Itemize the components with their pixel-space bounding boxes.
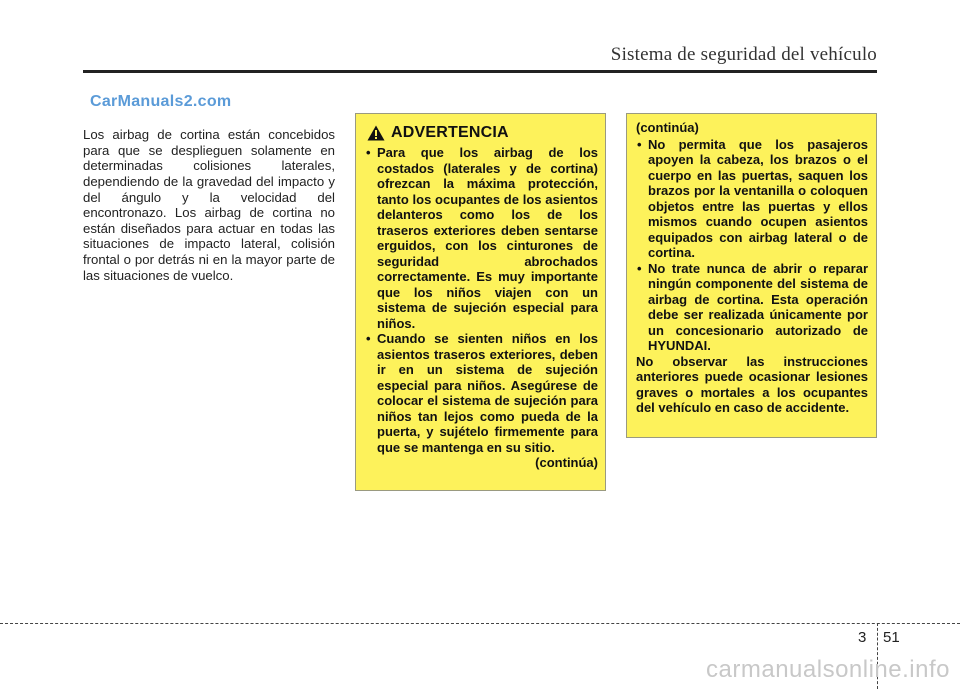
continues-label: (continúa) [535, 455, 598, 470]
warning-continued-box [626, 113, 877, 438]
page-number: 51 [883, 629, 900, 646]
warning-title: ADVERTENCIA [391, 124, 509, 142]
footer-divider [0, 623, 960, 624]
warning-triangle-icon [367, 125, 385, 141]
page-header-title: Sistema de seguridad del vehículo [610, 44, 877, 65]
warning-header [365, 125, 598, 141]
warning-list [365, 145, 598, 455]
chapter-number: 3 [858, 629, 867, 646]
warning-box [355, 113, 606, 491]
intro-paragraph: Los airbag de cortina están concebidos para que se desplieguen solamente en determinadas colisiones laterales, dependiendo de la gravedad del impacto y del ángulo y la velocidad del encontronazo. Los airbag de cortina no están diseñados para actuar en todas las situaciones de impacto lateral, colisión frontal o por detrás ni en la mayor parte de las situaciones de vuelco. [83, 127, 335, 283]
header-divider [83, 70, 877, 73]
warning-item: • No permita que los pasajeros apoyen la cabeza, los brazos o el cuerpo en las puertas, saquen los brazos por la ventanilla o coloquen objetos entre las puertas y ellos mismos cuando ocupen asientos equipados con airbag lateral o de cortina. [636, 137, 868, 261]
warning-item: • Cuando se sienten niños en los asientos traseros exteriores, deben ir en un sistema de sujeción especial para niños. Asegúrese de colocar el sistema de sujeción para niños tan lejos como pueda de la puerta, y sujételo firmemente para que se mantenga en su sitio. [365, 331, 598, 455]
warning-closing-text: No observar las instrucciones anteriores puede ocasionar lesiones graves o mortales a los ocupantes del vehículo en caso de accidente. [636, 353, 868, 415]
continued-label: (continúa) [636, 120, 699, 135]
warning-item: • Para que los airbag de los costados (laterales y de cortina) ofrezcan la máxima protección, tanto los ocupantes de los asientos delanteros como los de los traseros exteriores deben sentarse erguidos, con los cinturones de seguridad abrochados correctamente. Es muy importante que los niños viajen con un sistema de sujeción especial para niños. [365, 145, 598, 331]
warning-item: • No trate nunca de abrir o reparar ningún componente del sistema de airbag de cortina. Esta operación debe ser realizada únicamente por un concesionario autorizado de HYUNDAI. [636, 261, 868, 354]
warning-continued-list [636, 137, 868, 354]
watermark-carmanualsonline: carmanualsonline.info [706, 656, 950, 683]
watermark-carmanuals2: CarManuals2.com [90, 93, 232, 110]
